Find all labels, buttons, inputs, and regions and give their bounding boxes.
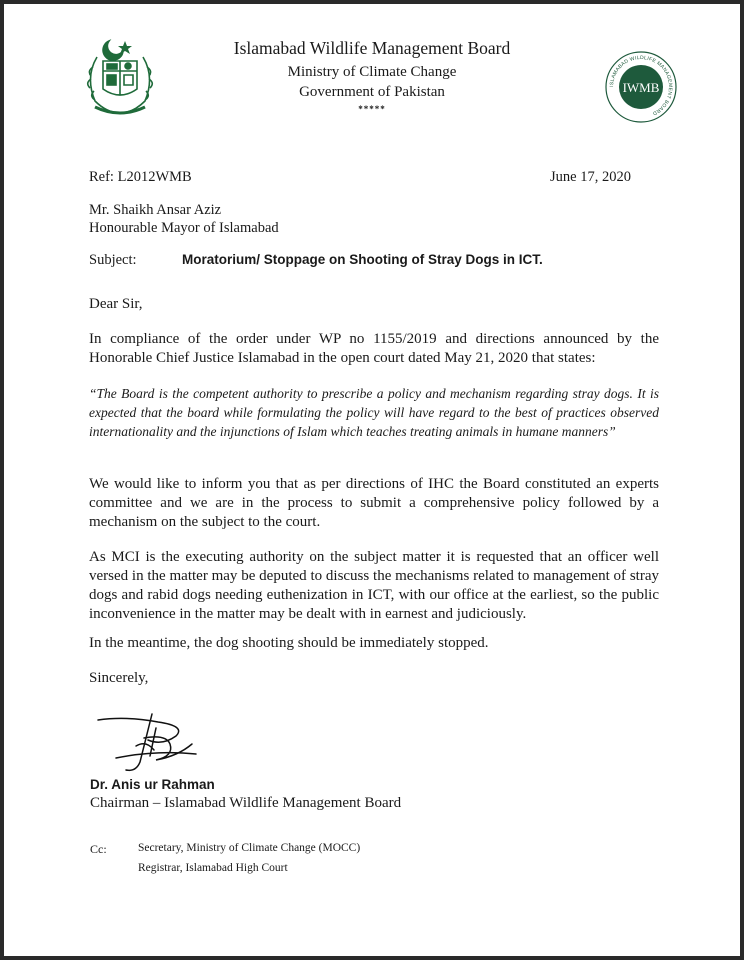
cc-recipient: Registrar, Islamabad High Court <box>138 862 288 874</box>
body-paragraph-2: We would like to inform you that as per directions of IHC the Board constituted an experts committee and we are in the process to submit a comprehensive policy followed by a mechanism on the subject to the court. <box>89 476 659 530</box>
reference-number: Ref: L2012WMB <box>89 169 192 185</box>
letter-date: June 17, 2020 <box>550 169 631 185</box>
body-paragraph-3: As MCI is the executing authority on the subject matter it is requested that an officer well versed in the matter may be deputed to discuss the mechanisms related to management of stray dogs and rabid dogs needing euthenization in ICT, with our office at the earliest, so the public inconvenience in the matter may be dealt with in earnest and judiciously. <box>89 549 659 622</box>
subject-text: Moratorium/ Stoppage on Shooting of Stray Dogs in ICT. <box>182 252 543 267</box>
cc-recipient: Secretary, Ministry of Climate Change (MOCC) <box>138 842 361 854</box>
signatory-name: Dr. Anis ur Rahman <box>90 777 215 792</box>
state-emblem-icon <box>79 37 161 121</box>
court-quote: “The Board is the competent authority to prescribe a policy and mechanism regarding stray dogs. It is expected that the board while formulating the policy will have regard to the best of practices observed internationality and the injunctions of Islam which teaches treating animals in humane manners” <box>89 386 659 439</box>
signatory-title: Chairman – Islamabad Wildlife Management Board <box>90 795 402 811</box>
handwritten-signature <box>96 710 226 776</box>
seal-text: IWMB <box>622 80 660 95</box>
cc-label: Cc: <box>90 842 107 856</box>
salutation: Dear Sir, <box>89 296 143 312</box>
letter-page <box>4 4 740 956</box>
body-paragraph-1: In compliance of the order under WP no 1155/2019 and directions announced by the Honorable Chief Justice Islamabad in the open court dated May 21, 2020 that states: <box>89 331 659 366</box>
seal-ring-text: ISLAMABAD WILDLIFE MANAGEMENT BOARD <box>608 54 674 117</box>
body-paragraph-4: In the meantime, the dog shooting should be immediately stopped. <box>89 635 489 651</box>
government-name: Government of Pakistan <box>299 84 445 100</box>
iwmb-seal-icon <box>604 50 678 124</box>
header-stars: ***** <box>358 104 386 114</box>
recipient-name: Mr. Shaikh Ansar Aziz <box>89 202 222 218</box>
closing: Sincerely, <box>89 670 149 686</box>
organization-name: Islamabad Wildlife Management Board <box>233 38 511 58</box>
subject-label: Subject: <box>89 252 137 268</box>
recipient-title: Honourable Mayor of Islamabad <box>89 220 279 236</box>
ministry-name: Ministry of Climate Change <box>287 64 457 80</box>
